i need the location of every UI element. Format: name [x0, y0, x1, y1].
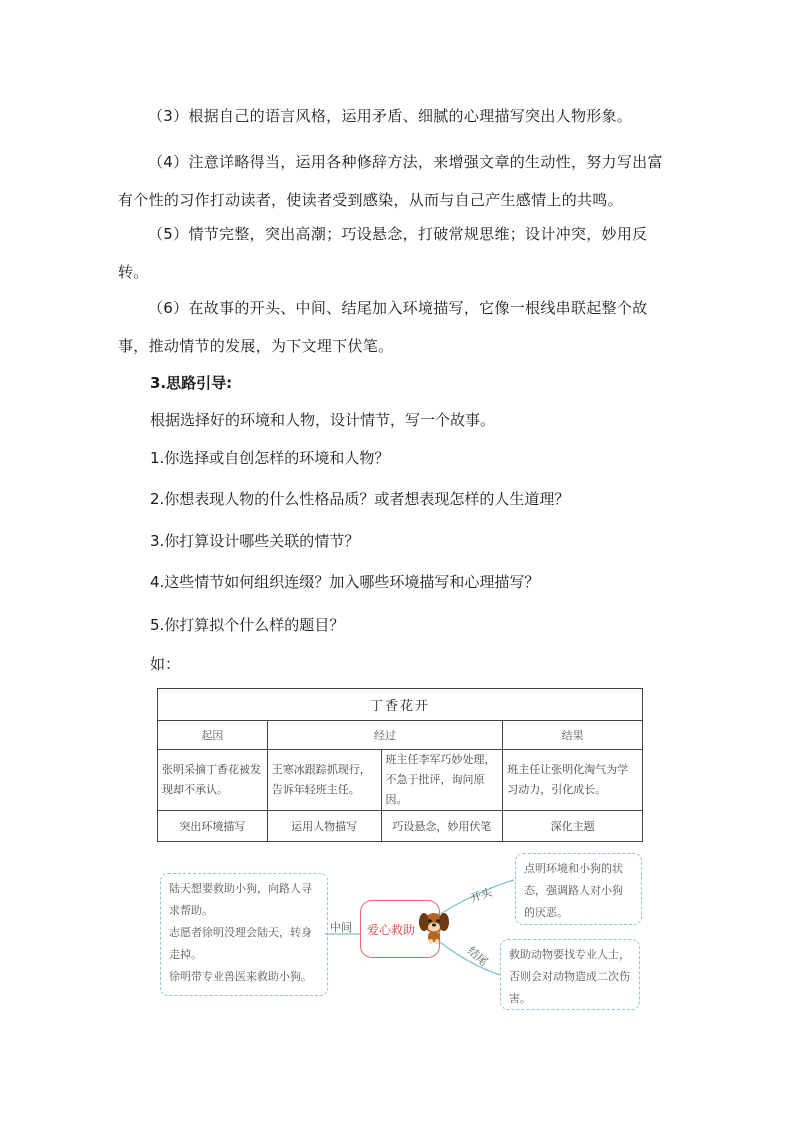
branch-label-start: 开头 — [468, 885, 494, 906]
dog-icon — [416, 905, 452, 945]
table-header-cause: 起因 — [158, 721, 268, 750]
paragraph-6: （6）在故事的开头、中间、结尾加入环境描写，它像一根线串联起整个故事，推动情节的发展，为下文埋下伏笔。 — [118, 299, 648, 355]
paragraph-3: （3）根据自己的语言风格，运用矛盾、细腻的心理描写突出人物形象。 — [148, 107, 633, 125]
branch-label-end: 结尾 — [465, 944, 491, 969]
table-header-result: 结果 — [503, 721, 643, 750]
table-cell: 张明采摘丁香花被发现却不承认。 — [158, 750, 268, 811]
table-cell: 班主任李军巧妙处理，不急于批评，询问原因。 — [381, 750, 503, 811]
question-3: 3.你打算设计哪些关联的情节？ — [150, 532, 360, 550]
left-box-line: 志愿者徐明没理会陆天，转身走掉。 — [169, 926, 312, 961]
mindmap-left-box — [160, 873, 328, 996]
branch-label-middle: 中间 — [330, 921, 352, 934]
table-footer-cell: 运用人物描写 — [267, 811, 381, 842]
paragraph-5: （5）情节完整，突出高潮；巧设悬念，打破常规思维；设计冲突，妙用反转。 — [118, 225, 648, 281]
mindmap-center-label: 爱心救助 — [367, 923, 416, 937]
example-label: 如： — [150, 655, 181, 673]
left-box-line: 徐明带专业兽医来救助小狗。 — [169, 970, 312, 983]
question-4: 4.这些情节如何组织连缀？加入哪些环境描写和心理描写？ — [150, 573, 540, 591]
mindmap-bottom-box — [500, 939, 640, 1010]
table-footer-cell: 突出环境描写 — [158, 811, 268, 842]
question-2: 2.你想表现人物的什么性格品质？或者想表现怎样的人生道理？ — [150, 490, 570, 508]
table-header-process: 经过 — [267, 721, 503, 750]
table-cell: 班主任让张明化淘气为学习动力，引化成长。 — [503, 750, 643, 811]
top-box-text: 点明环境和小狗的状态，强调路人对小狗的厌恶。 — [524, 862, 623, 919]
left-box-line: 陆天想要救助小狗，向路人寻求帮助。 — [169, 882, 312, 917]
mindmap-top-box — [515, 853, 642, 925]
section-heading: 3.思路引导: — [150, 374, 233, 392]
question-1: 1.你选择或自创怎样的环境和人物？ — [150, 449, 390, 467]
paragraph-4: （4）注意详略得当，运用各种修辞方法，来增强文章的生动性，努力写出富有个性的习作打动读者，使读者受到感染，从而与自己产生感情上的共鸣。 — [118, 153, 663, 209]
table-footer-cell: 巧设悬念，妙用伏笔 — [381, 811, 503, 842]
bottom-box-text: 救助动物要找专业人士，否则会对动物造成二次伤害。 — [509, 948, 630, 1005]
table-cell: 王寒冰跟踪抓现行，告诉年轻班主任。 — [267, 750, 381, 811]
guide-intro: 根据选择好的环境和人物，设计情节，写一个故事。 — [150, 411, 496, 429]
table-footer-cell: 深化主题 — [503, 811, 643, 842]
question-5: 5.你打算拟个什么样的题目？ — [150, 616, 345, 634]
table-title: 丁香花开 — [158, 689, 643, 721]
